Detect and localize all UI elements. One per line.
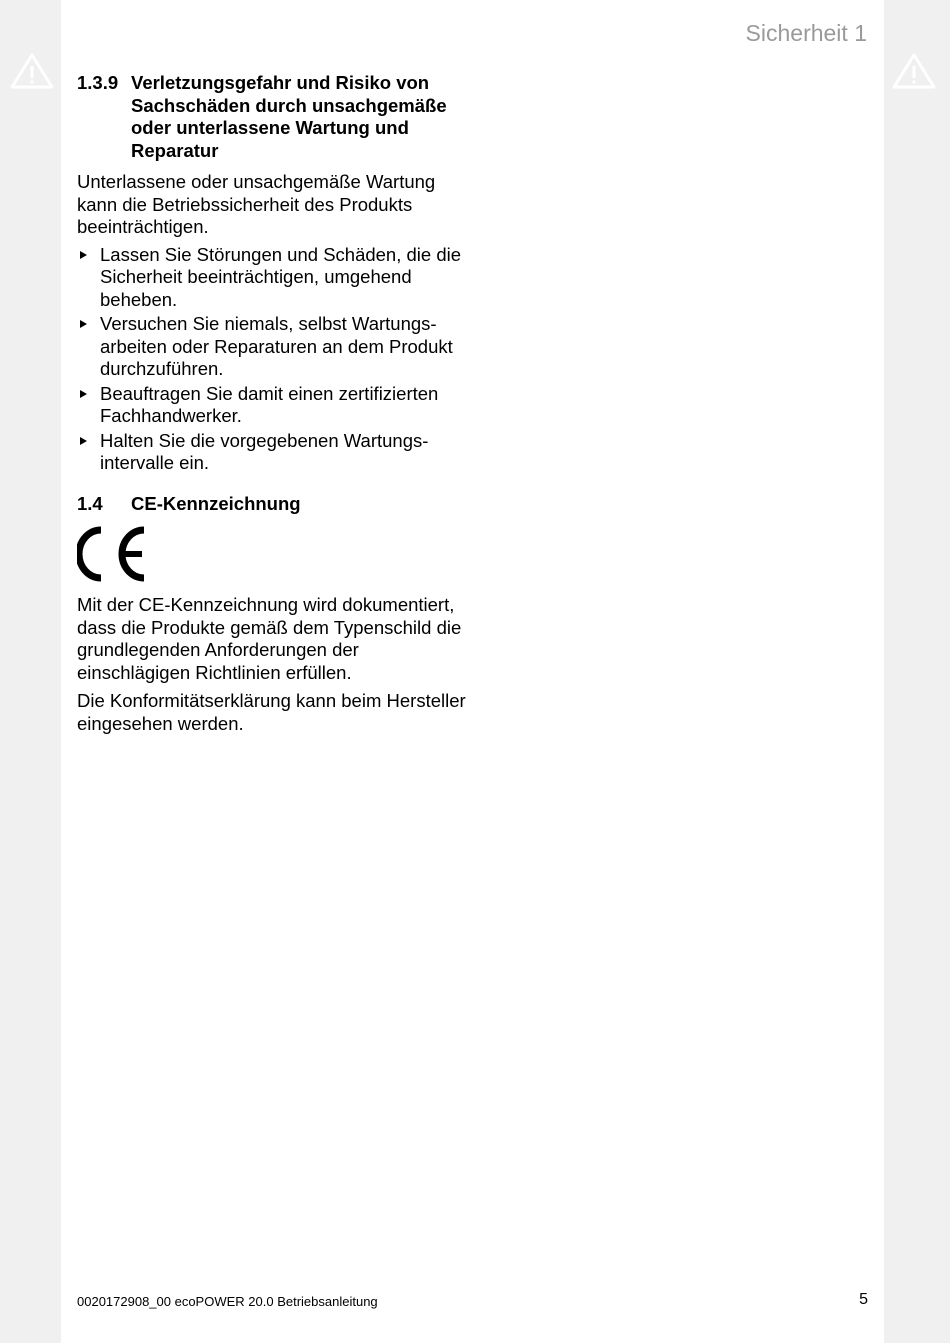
bullet-arrow-icon	[80, 320, 87, 328]
section-title: Verletzungsgefahr und Risiko von Sachschäden durch unsachgemäße oder unterlassene Wartung und Reparatur	[131, 72, 447, 161]
ce-paragraph-1: Mit der CE-Kennzeichnung wird dokumentiert, dass die Produkte gemäß dem Typenschild die grundlegenden Anforderungen der einschlägigen Richtlinien erfüllen.	[77, 594, 462, 683]
list-item-text: Beauftragen Sie damit einen zertifizierten Fachhandwerker.	[100, 382, 439, 426]
ce-mark-icon	[77, 526, 147, 582]
list-item-text: Halten Sie die vorgegebenen Wartungsintervalle ein.	[100, 429, 429, 473]
ce-paragraph-2: Die Konformitätserklärung kann beim Hersteller eingesehen werden.	[77, 690, 466, 734]
bullet-arrow-icon	[80, 390, 87, 398]
footer-document-id: 0020172908_00 ecoPOWER 20.0 Betriebsanleitung	[77, 1294, 378, 1309]
list-item	[77, 313, 472, 381]
main-content	[77, 72, 472, 735]
section-number: 1.4	[77, 492, 103, 514]
chapter-title: Sicherheit 1	[745, 20, 867, 46]
list-item	[77, 430, 472, 475]
warning-triangle-icon	[10, 52, 54, 90]
section-heading-1-3-9	[77, 72, 472, 162]
section-number: 1.3.9	[77, 72, 119, 93]
bullet-arrow-icon	[80, 251, 87, 259]
intro-paragraph: Unterlassene oder unsachgemäße Wartung kann die Betriebssicherheit des Produkts beeinträchtigen.	[77, 171, 436, 237]
warning-triangle-icon	[892, 52, 936, 90]
list-item-text: Lassen Sie Störungen und Schäden, die die Sicherheit beeinträchtigen, umgehend beheben.	[100, 243, 462, 310]
bullet-arrow-icon	[80, 437, 87, 445]
section-title: CE-Kennzeichnung	[131, 492, 301, 514]
list-item-text: Versuchen Sie niemals, selbst Wartungsarbeiten oder Reparaturen an dem Produkt durchzuführen.	[100, 313, 453, 379]
instruction-list	[77, 244, 472, 475]
page-number: 5	[859, 1291, 868, 1308]
list-item	[77, 244, 472, 312]
list-item	[77, 383, 472, 428]
section-heading-1-4	[77, 493, 472, 516]
